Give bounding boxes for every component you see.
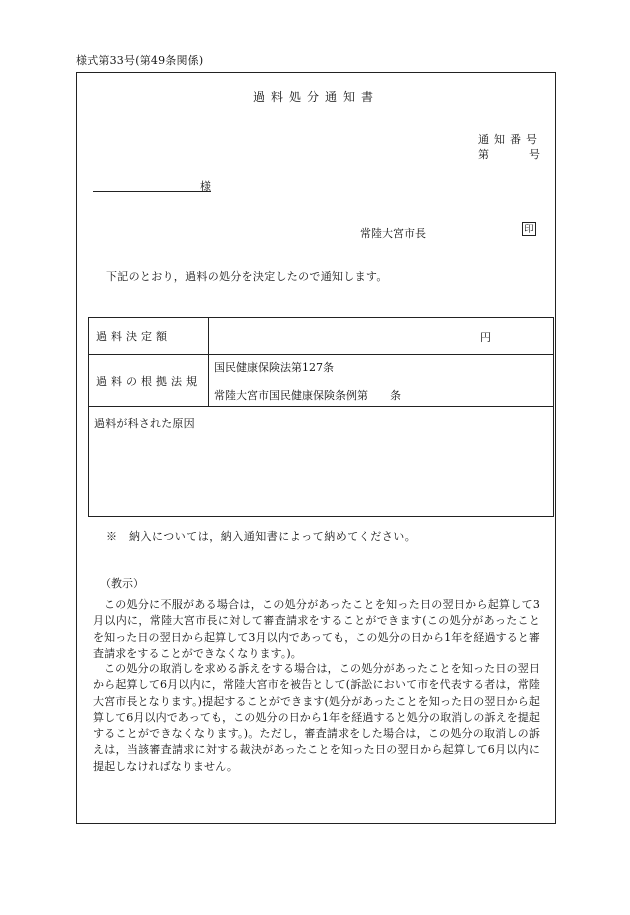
form-reference: 様式第33号(第49条関係) <box>76 54 204 67</box>
instruction-heading: （教示） <box>100 577 144 590</box>
notice-number-block <box>478 132 542 162</box>
intro-text: 下記のとおり，過料の処分を決定したので通知します。 <box>106 270 388 283</box>
table-row-reason <box>89 407 554 517</box>
basis-law-line: 国民健康保険法第127条 <box>214 361 334 374</box>
reason-label: 過料が科された原因 <box>94 417 195 430</box>
issuer-name: 常陸大宮市長 <box>360 227 426 240</box>
recipient-honorific: 様 <box>200 180 211 193</box>
basis-label: 過料の根拠法規 <box>89 355 209 407</box>
instruction-paragraph-review: この処分に不服がある場合は，この処分があったことを知った日の翌日から起算して3月以内に，常陸大宮市長に対して審査請求をすることができます(この処分があったことを知った日の翌日から起算して3月以内であっても，この処分の日から1年を経過すると審査請求をすることができなくなります。)。 <box>93 598 540 660</box>
amount-value-cell <box>209 318 554 355</box>
notice-number-suffix: 号 <box>529 148 540 161</box>
recipient-name-line <box>93 191 211 192</box>
amount-label: 過料決定額 <box>89 318 209 355</box>
basis-ordinance-line: 常陸大宮市国民健康保険条例第 条 <box>214 389 401 402</box>
table-row-basis <box>89 355 554 407</box>
table-row-amount <box>89 318 554 355</box>
penalty-details-table <box>88 317 554 517</box>
payment-note: ※ 納入については，納入通知書によって納めてください。 <box>106 530 417 543</box>
instruction-paragraph-lawsuit: この処分の取消しを求める訴えをする場合は，この処分があったことを知った日の翌日から起算して6月以内に，常陸大宮市を被告として(訴訟において市を代表する者は，常陸大宮市長となります。)提起することができます(処分があったことを知った日の翌日から起算して6月以内であっても，この処分の日から1年を経過すると処分の取消しの訴えを提起することができなくなります。)。ただし，審査請求をした場合は，この処分の取消しの訴えは，当該審査請求に対する裁決があったことを知った日の翌日から起算して6月以内に提起しなければなりません。 <box>93 662 540 773</box>
basis-value-cell <box>209 355 554 407</box>
seal-mark: 印 <box>522 222 536 236</box>
amount-unit: 円 <box>480 331 491 344</box>
document-title: 過料処分通知書 <box>252 90 379 104</box>
notice-number-line <box>478 147 540 162</box>
notice-number-label: 通知番号 <box>478 133 542 146</box>
reason-cell <box>89 407 554 517</box>
notice-number-prefix: 第 <box>478 148 489 161</box>
